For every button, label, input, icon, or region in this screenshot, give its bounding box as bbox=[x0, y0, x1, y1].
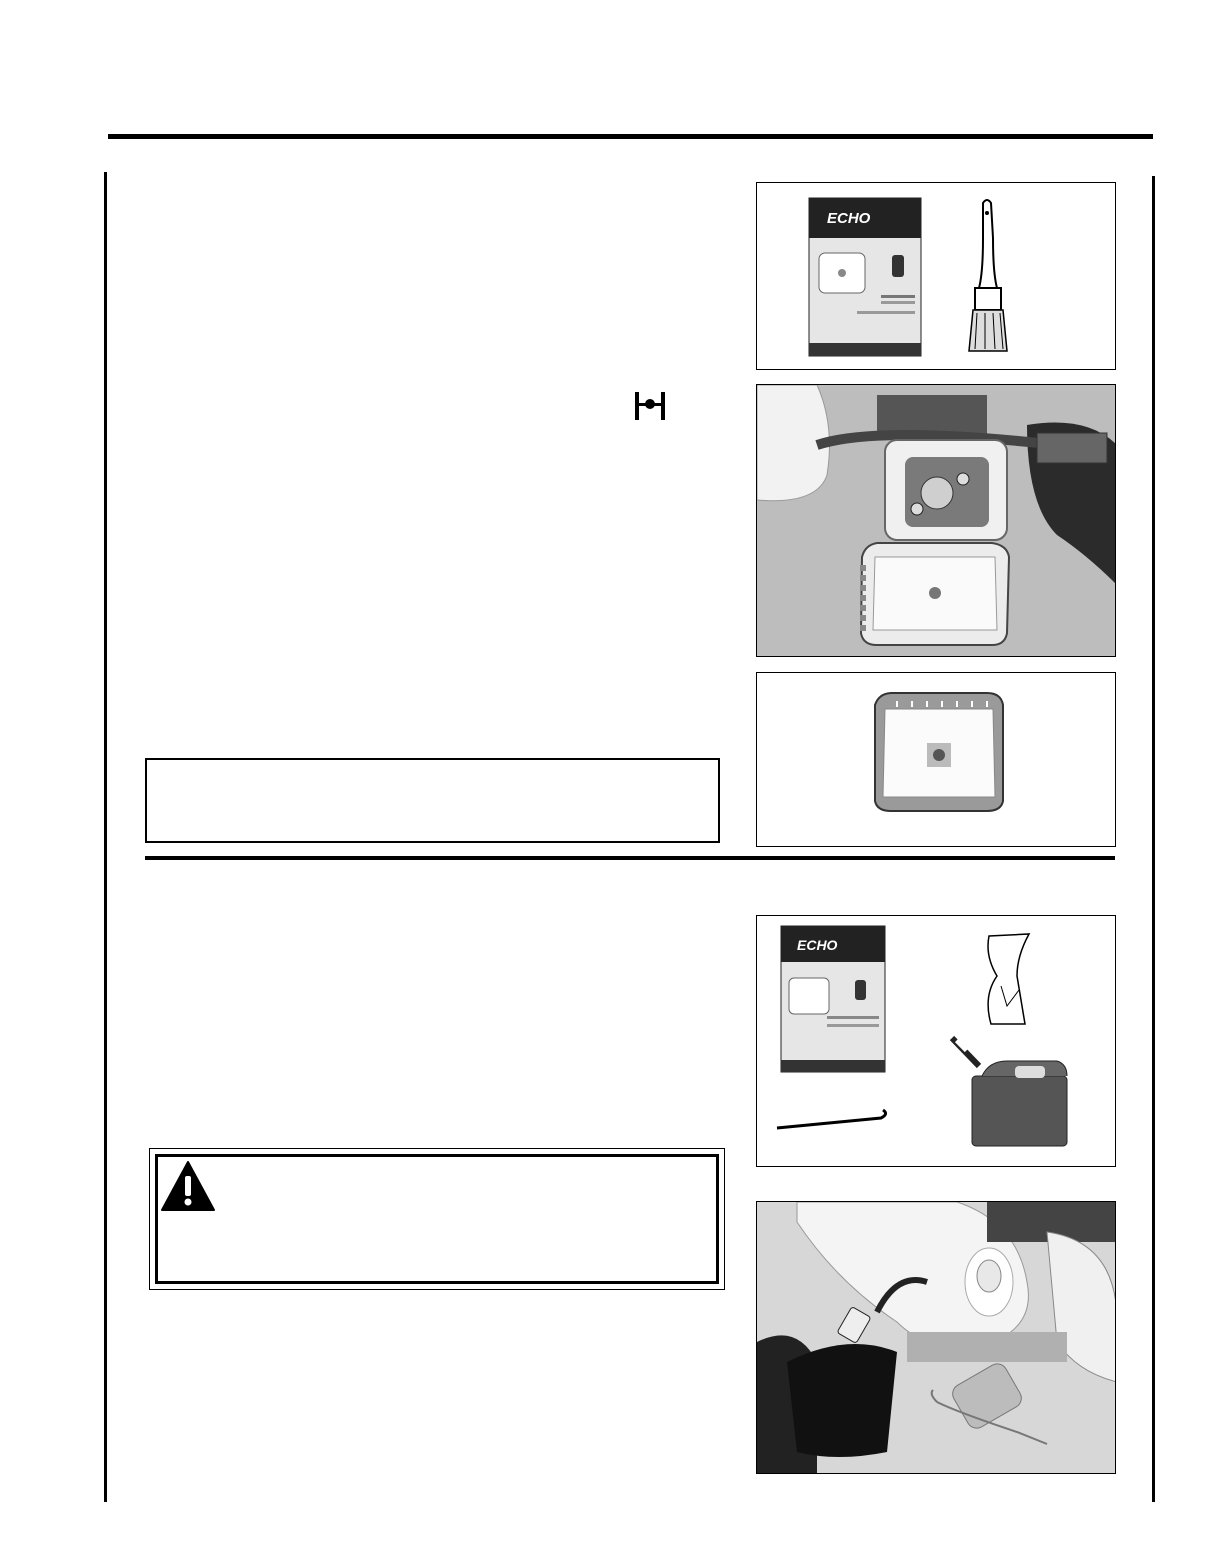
section-divider bbox=[145, 856, 1115, 860]
warning-triangle-icon bbox=[160, 1160, 216, 1212]
figure-filter-kit-brush bbox=[756, 182, 1116, 370]
note-box bbox=[145, 758, 720, 843]
warning-box-inner bbox=[155, 1154, 719, 1284]
figure-filter-removed-photo bbox=[756, 384, 1116, 657]
wrench-icon bbox=[633, 390, 667, 422]
figure-air-filter-photo bbox=[756, 672, 1116, 847]
figure-fuel-filter-kit bbox=[756, 915, 1116, 1167]
left-margin-rule bbox=[104, 172, 107, 1502]
pkg-brand-label: ECHO bbox=[797, 937, 838, 953]
pkg-brand-label: ECHO bbox=[827, 210, 871, 227]
top-rule bbox=[108, 134, 1153, 139]
figure-fuel-tank-photo bbox=[756, 1201, 1116, 1474]
right-margin-rule bbox=[1152, 176, 1155, 1502]
